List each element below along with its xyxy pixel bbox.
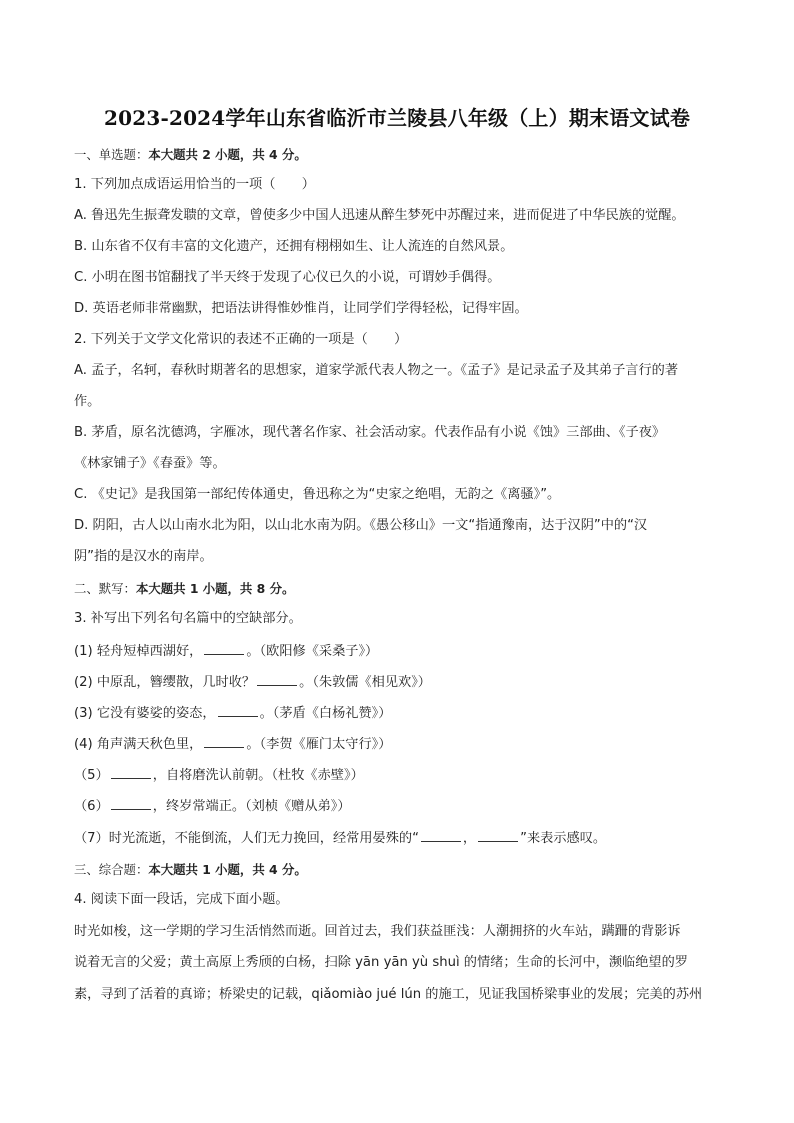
q3-item-5: （5） ，自将磨洗认前朝。（杜牧《赤壁》） <box>74 768 364 783</box>
q3-item-2: (2) 中原乱，簪缨散，几时收？ 。（朱敦儒《相见欢》） <box>74 675 431 690</box>
answer-blank[interactable] <box>111 766 151 779</box>
q3-item-7: （7）时光流逝，不能倒流，人们无力挽回，经常用晏殊的“ ， ”来表示感叹。 <box>74 831 607 846</box>
q4-passage-line2: 说着无言的父爱；黄土高原上秀颀的白杨，扫除 yān yān yù shuì 的情绪；生命的长河中，濒临绝望的罗 <box>74 955 688 970</box>
answer-blank[interactable] <box>111 797 151 810</box>
answer-blank[interactable] <box>218 704 258 717</box>
q2-option-a-line1: A. 孟子，名轲，春秋时期著名的思想家，道家学派代表人物之一。《孟子》是记录孟子及其弟子言行的著 <box>74 363 679 378</box>
q2-option-d-line2: 阴”指的是汉水的南岸。 <box>74 549 213 564</box>
q3-stem: 3. 补写出下列名句名篇中的空缺部分。 <box>74 611 302 626</box>
q1-option-a: A. 鲁迅先生振聋发聩的文章，曾使多少中国人迅速从醉生梦死中苏醒过来，进而促进了中华民族的觉醒。 <box>74 208 685 223</box>
q1-option-c: C. 小明在图书馆翻找了半天终于发现了心仪已久的小说，可谓妙手偶得。 <box>74 270 501 285</box>
q2-option-b-line1: B. 茅盾，原名沈德鸿，字雁冰，现代著名作家、社会活动家。代表作品有小说《蚀》三部曲、《子夜》 <box>74 425 666 440</box>
q3-item-1: (1) 轻舟短棹西湖好， 。（欧阳修《采桑子》） <box>74 644 379 659</box>
q3-item-3: (3) 它没有婆娑的姿态， 。（茅盾《白杨礼赞》） <box>74 706 392 721</box>
section-comprehensive: 三、综合题：本大题共 1 小题，共 4 分。 <box>74 862 307 877</box>
answer-blank[interactable] <box>257 673 297 686</box>
q2-option-a-line2: 作。 <box>74 394 101 409</box>
answer-blank[interactable] <box>204 735 244 748</box>
q1-stem: 1. 下列加点成语运用恰当的一项（ ） <box>74 177 315 192</box>
answer-blank[interactable] <box>478 829 518 842</box>
q1-option-d: D. 英语老师非常幽默，把语法讲得惟妙惟肖，让同学们学得轻松，记得牢固。 <box>74 301 528 316</box>
q2-option-b-line2: 《林家铺子》《春蚕》等。 <box>74 456 226 471</box>
q2-stem: 2. 下列关于文学文化常识的表述不正确的一项是（ ） <box>74 332 408 347</box>
q2-option-d-line1: D. 阴阳，古人以山南水北为阳，以山北水南为阴。《愚公移山》一文“指通豫南，达于汉阴”中的“汉 <box>74 518 648 533</box>
q3-item-6: （6） ，终岁常端正。（刘桢《赠从弟》） <box>74 799 351 814</box>
q1-option-b: B. 山东省不仅有丰富的文化遗产，还拥有栩栩如生、让人流连的自然风景。 <box>74 239 514 254</box>
section-dictation: 二、默写：本大题共 1 小题，共 8 分。 <box>74 581 295 596</box>
answer-blank[interactable] <box>421 829 461 842</box>
exam-title: 2023-2024学年山东省临沂市兰陵县八年级（上）期末语文试卷 <box>103 106 691 130</box>
q4-passage-line1: 时光如梭，这一学期的学习生活悄然而逝。回首过去，我们获益匪浅：人潮拥挤的火车站，蹒跚的背影诉 <box>74 924 681 939</box>
q3-item-4: (4) 角声满天秋色里， 。（李贺《雁门太守行》） <box>74 737 392 752</box>
q4-stem: 4. 阅读下面一段话，完成下面小题。 <box>74 892 289 907</box>
q2-option-c: C. 《史记》是我国第一部纪传体通史，鲁迅称之为“史家之绝唱，无韵之《离骚》”。 <box>74 487 561 502</box>
q4-passage-line3: 素，寻到了活着的真谛；桥梁史的记载，qiǎomiào jué lún 的施工，见证我国桥梁事业的发展；完美的苏州 <box>74 987 703 1002</box>
answer-blank[interactable] <box>204 642 244 655</box>
section-single-choice: 一、单选题：本大题共 2 小题，共 4 分。 <box>74 147 307 162</box>
